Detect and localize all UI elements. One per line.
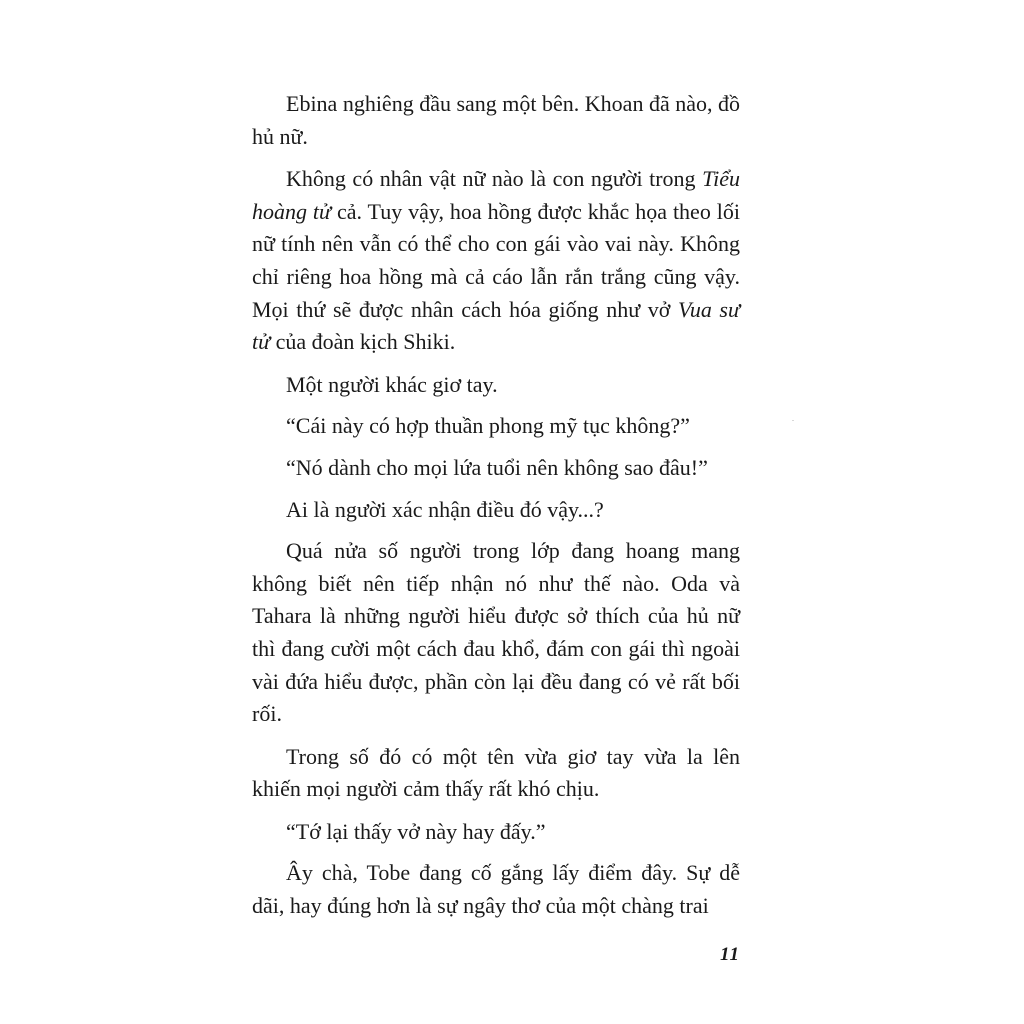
page-number: 11: [720, 944, 740, 965]
paragraph-6: [252, 494, 740, 527]
paragraph-10: [252, 857, 740, 922]
paragraph-text: Một người khác giơ tay.: [286, 371, 498, 397]
paragraph-text: “Cái này có hợp thuần phong mỹ tục không?”: [286, 413, 690, 439]
paragraph-7: [252, 535, 740, 731]
paragraph-text: Ai là người xác nhận điều đó vậy...?: [286, 496, 604, 522]
paper-speck: [792, 420, 794, 421]
paragraph-2: [252, 163, 740, 359]
paragraph-9: [252, 816, 740, 849]
paragraph-text: cả. Tuy vậy, hoa hồng được khắc họa theo lối nữ tính nên vẫn có thể cho con gái vào vai này. Không chỉ riêng hoa hồng mà cả cáo lẫn rắn trắng cũng vậy. Mọi thứ sẽ được nhân cách hóa giống như vở: [252, 198, 740, 322]
body-text: [252, 88, 740, 933]
paragraph-5: [252, 452, 740, 485]
italic-title-text: Vua sư tử: [252, 296, 740, 355]
paragraph-4: [252, 410, 740, 443]
paragraph-text: “Nó dành cho mọi lứa tuổi nên không sao đâu!”: [286, 454, 708, 480]
paragraph-text: “Tớ lại thấy vở này hay đấy.”: [286, 818, 546, 844]
paragraph-3: [252, 369, 740, 402]
paragraph-text: Ebina nghiêng đầu sang một bên. Khoan đã nào, đồ hủ nữ.: [252, 91, 740, 149]
paragraph-text: Ây chà, Tobe đang cố gắng lấy điểm đây. Sự dễ dãi, hay đúng hơn là sự ngây thơ của một chàng trai: [252, 860, 740, 919]
paragraph-text: Quá nửa số người trong lớp đang hoang mang không biết nên tiếp nhận nó như thế nào. Oda và Tahara là những người hiểu được sở thích của hủ nữ thì đang cười một cách đau khổ, đám con gái thì ngoài vài đứa hiểu được, phần còn lại đều đang có vẻ rất bối rối.: [252, 538, 740, 727]
paragraph-1: [252, 88, 740, 153]
paragraph-8: [252, 741, 740, 806]
paragraph-text: Không có nhân vật nữ nào là con người trong: [286, 166, 703, 192]
paragraph-text: Trong số đó có một tên vừa giơ tay vừa la lên khiến mọi người cảm thấy rất khó chịu.: [252, 743, 740, 802]
paragraph-text: của đoàn kịch Shiki.: [270, 329, 456, 355]
italic-title-text: Tiểu hoàng tử: [252, 166, 740, 224]
